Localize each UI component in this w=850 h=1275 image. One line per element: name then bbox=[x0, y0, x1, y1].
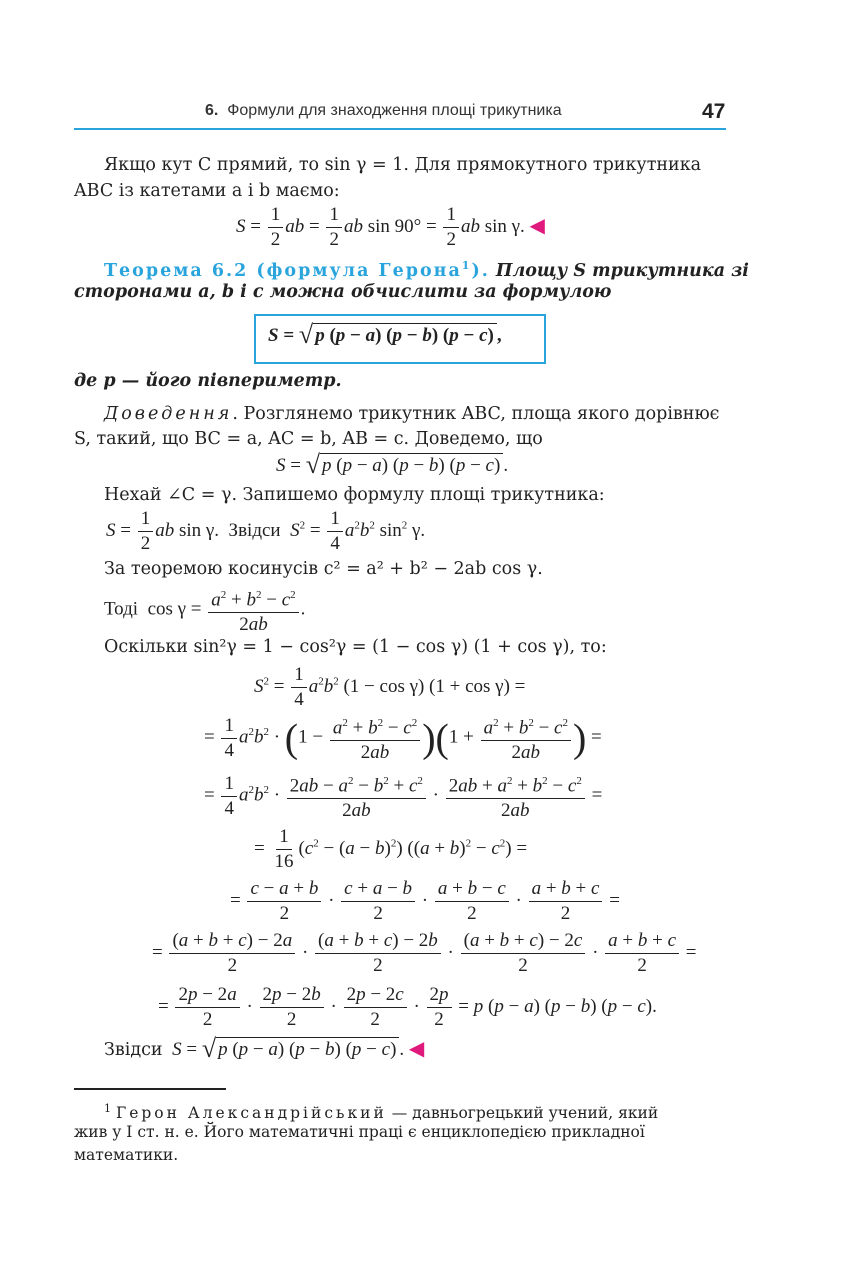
header-rule bbox=[74, 128, 726, 130]
derivation-step-1: $S^2$ = $\frac{1}{4}$ $a^2b^2$ (1 − cos γ) (1 + cos γ) = bbox=[254, 664, 526, 710]
derivation-step-6: = $\frac{(a + b + c) - 2a}{2}$ · $\frac{(a + b + c) - 2b}{2}$ · $\frac{(a + b + c) - 2c}{2}$ · $\frac{a + b + c}{2}$ = bbox=[152, 930, 697, 976]
law-of-cosines: За теоремою косинусів c² = a² + b² − 2ab cos γ. bbox=[104, 559, 543, 579]
footnote-ref: 1 bbox=[461, 259, 472, 272]
final-word: Звідси bbox=[104, 1040, 163, 1060]
derivation-step-4: = $\frac{1}{16}$ $(c^2 - (a - b)^2) ((a + b)^2 - c^2)$ = bbox=[254, 826, 528, 872]
heron-formula: S = √ p (p − a) (p − b) (p − c) , bbox=[268, 320, 502, 349]
chapter-header bbox=[205, 102, 562, 120]
right-triangle-area-formula: S = $\frac{1}{2}$ ab = $\frac{1}{2}$ ab sin 90° = $\frac{1}{2}$ ab sin γ. ◀ bbox=[236, 204, 545, 250]
then-word: Звідси bbox=[228, 519, 281, 541]
page-number: 47 bbox=[702, 100, 726, 123]
end-of-proof-icon: ◀ bbox=[408, 1038, 425, 1060]
semiperimeter-note: де p — його півпериметр. bbox=[74, 371, 342, 391]
derivation-step-2: = $\frac{1}{4}$ $a^2b^2 \cdot (1$ − $\frac{a^2 + b^2 - c^2}{2ab}$ )(1 + $\frac{a^2 + b^2 - c^2}{2ab}$ ) = bbox=[204, 712, 602, 764]
derivation-step-7: = $\frac{2p - 2a}{2}$ · $\frac{2p - 2b}{2}$ · $\frac{2p - 2c}{2}$ · $\frac{2p}{2}$ = p (p − a) (p − b) (p − c). bbox=[158, 984, 657, 1030]
theorem-statement-2: сторонами a, b і c можна обчислити за формулою bbox=[74, 282, 612, 302]
area-sine-formula: S = $\frac{1}{2}$ ab sin γ. Звідси $S^2$ = $\frac{1}{4}$ $a^2b^2$ $\sin^2 \gamma$. bbox=[106, 508, 426, 554]
final-result: Звідси S = √ p (p − a) (p − b) (p − c) . ◀ bbox=[104, 1034, 425, 1063]
derivation-step-5: = $\frac{c - a + b}{2}$ · $\frac{c + a - b}{2}$ · $\frac{a + b - c}{2}$ · $\frac{a + b + c}{2}$ = bbox=[230, 878, 620, 924]
cos-formula: Тоді cos γ = $\frac{a^2 + b^2 - c^2}{2ab}$ . bbox=[104, 584, 305, 636]
chapter-number: 6. bbox=[205, 102, 219, 119]
intro-line-1: Якщо кут C прямий, то sin γ = 1. Для прямокутного трикутника bbox=[104, 155, 702, 175]
heron-formula-inline: S = √ p (p − a) (p − b) (p − c) . bbox=[276, 450, 509, 479]
derivation-step-3: = $\frac{1}{4}$ $a^2b^2$ · $\frac{2ab - a^2 - b^2 + c^2}{2ab}$ · $\frac{2ab + a^2 + b^2 - c^2}{2ab}$ = bbox=[204, 770, 602, 822]
theorem-statement-1: Площу S трикутника зі bbox=[489, 260, 749, 281]
proof-line-2: S, такий, що BC = a, AC = b, AB = c. Доведемо, що bbox=[74, 429, 543, 449]
intro-line-2: ABC із катетами a і b маємо: bbox=[74, 181, 340, 201]
since-line: Оскільки sin²γ = 1 − cos²γ = (1 − cos γ) (1 + cos γ), то: bbox=[104, 637, 607, 657]
proof-line-3: Нехай ∠C = γ. Запишемо формулу площі трикутника: bbox=[104, 485, 605, 505]
footnote-name: Герон Александрійський bbox=[115, 1104, 387, 1123]
theorem-title-end: ). bbox=[471, 260, 490, 281]
proof-label: Доведення bbox=[104, 404, 233, 424]
footnote-rule bbox=[74, 1088, 226, 1090]
todi-word: Тоді bbox=[104, 598, 139, 620]
footnote-line-1: $^1$ Герон Александрійський — давньогрецький учений, який bbox=[104, 1102, 659, 1123]
chapter-title: Формули для знаходження площі трикутника bbox=[227, 102, 562, 119]
theorem-title: Теорема 6.2 (формула Герона bbox=[104, 260, 462, 281]
footnote-line-2: жив у I ст. н. е. Його математичні праці є енциклопедією прикладної bbox=[74, 1123, 645, 1141]
footnote-mark: 1 bbox=[104, 1102, 111, 1115]
end-of-proof-icon: ◀ bbox=[529, 214, 545, 237]
proof-line-1: Доведення. Розглянемо трикутник ABC, площа якого дорівнює bbox=[104, 404, 720, 424]
footnote-line-3: математики. bbox=[74, 1146, 179, 1164]
